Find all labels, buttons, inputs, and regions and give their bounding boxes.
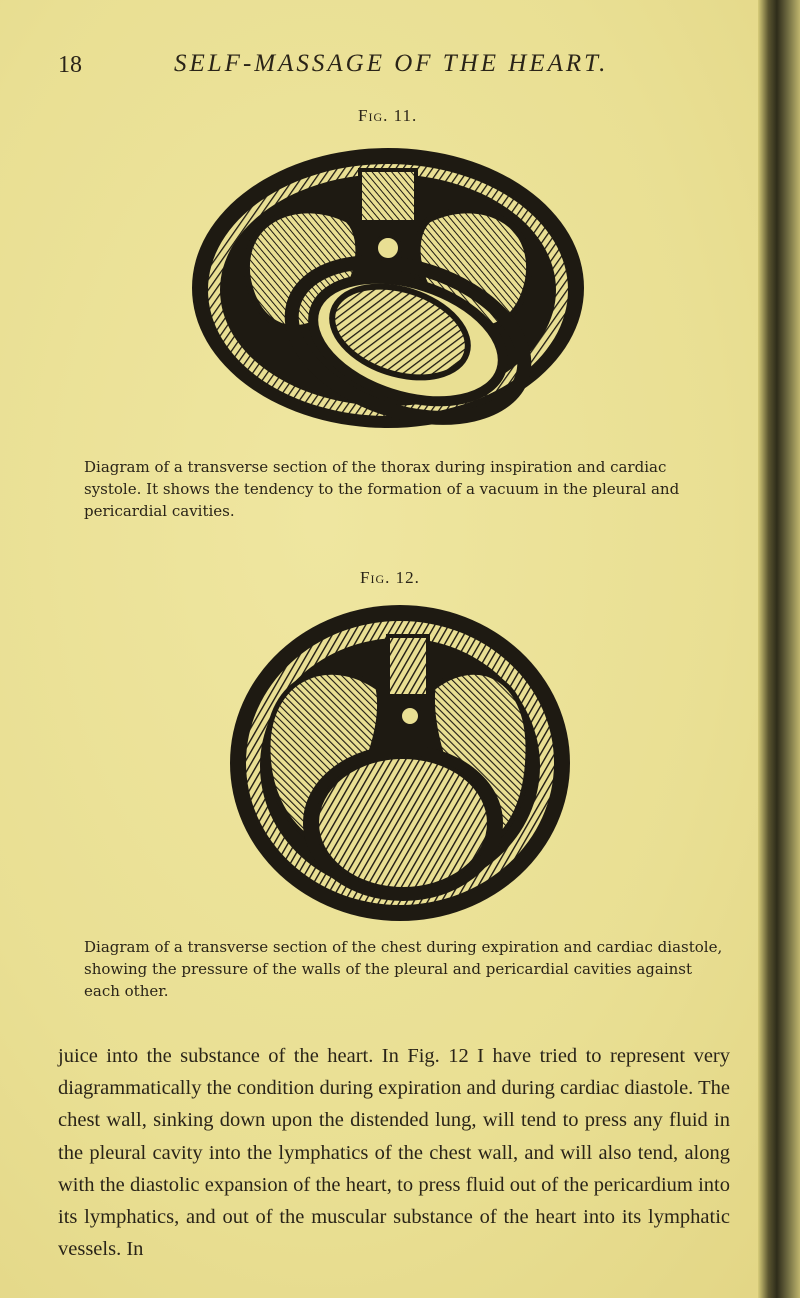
aorta — [400, 706, 420, 726]
aorta — [376, 236, 400, 260]
figure-11-label: Fig. 11. — [358, 106, 418, 125]
figure-12-caption: Diagram of a transverse section of the chest during expiration and cardiac diastole, showing the pressure of the walls of the pleural and pericardial cavities against each other. — [84, 938, 723, 1000]
page-header — [58, 48, 718, 82]
heart — [317, 757, 489, 889]
vertebra — [388, 636, 428, 696]
figure-12-chest-section — [228, 598, 578, 930]
running-title: SELF-MASSAGE OF THE HEART. — [174, 50, 609, 77]
vertebra — [360, 170, 416, 222]
page-number: 18 — [58, 52, 82, 78]
figure-12-label: Fig. 12. — [360, 568, 420, 587]
body-paragraph: juice into the substance of the heart. In Fig. 12 I have tried to represent very diagrammatically the condition during expiration and during cardiac diastole. The chest wall, sinking down upon the distended lung, will tend to press any fluid in the pleural cavity into the lymphatics of the chest wall, and will also tend, along with the diastolic expansion of the heart, to press fluid out of the pericardium into its lymphatics, and out of the muscular substance of the heart into its lymphatic vessels. In — [58, 1045, 730, 1261]
figure-11-thorax-section — [188, 140, 588, 440]
book-spine-edge — [758, 0, 800, 1298]
figure-11-caption: Diagram of a transverse section of the thorax during inspiration and cardiac systole. It shows the tendency to the formation of a vacuum in the pleural and pericardial cavities. — [84, 458, 680, 520]
